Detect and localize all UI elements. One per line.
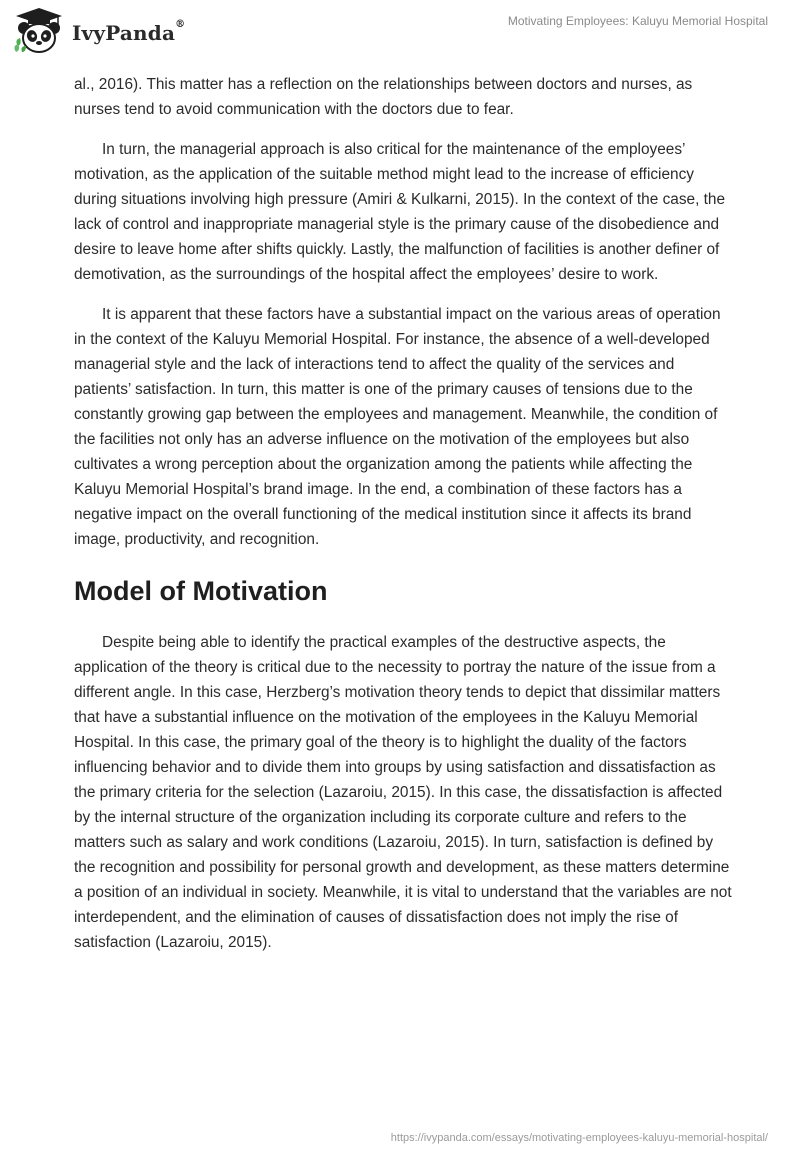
essay-content <box>74 72 734 970</box>
paragraph: In turn, the managerial approach is also critical for the maintenance of the employees’ motivation, as the application of the suitable method might lead to the increase of efficiency during situations involving high pressure (Amiri & Kulkarni, 2015). In the context of the case, the lack of control and inappropriate managerial style is the primary cause of the disobedience and desire to leave home after shifts quickly. Lastly, the malfunction of facilities is another definer of demotivation, as the surroundings of the hospital affect the employees’ desire to work. <box>74 141 726 283</box>
panda-graduate-icon <box>12 6 66 56</box>
section-heading: Model of Motivation <box>74 576 328 606</box>
paragraph: Despite being able to identify the practical examples of the destructive aspects, the application of the theory is critical due to the necessity to portray the nature of the issue from a different angle. In this case, Herzberg’s motivation theory tends to depict that dissimilar matters that have a substantial influence on the motivation of the employees in the Kaluyu Memorial Hospital. In this case, the primary goal of the theory is to highlight the duality of the factors influencing behavior and to divide them into groups by using satisfaction and dissatisfaction as the primary criteria for the selection (Lazaroiu, 2015). In this case, the dissatisfaction is affected by the internal structure of the organization including its corporate culture and refers to the matters such as salary and work conditions (Lazaroiu, 2015). In turn, satisfaction is defined by the recognition and possibility for personal growth and development, as these matters determine a position of an individual in society. Meanwhile, it is vital to understand that the variables are not interdependent, and the elimination of causes of dissatisfaction does not imply the rise of satisfaction (Lazaroiu, 2015). <box>74 634 732 951</box>
brand-name: IvyPanda® <box>72 19 186 45</box>
paragraph: al., 2016). This matter has a reflection on the relationships between doctors and nurses, as nurses tend to avoid communication with the doctors due to fear. <box>74 76 693 118</box>
page-header <box>0 0 800 62</box>
logo[interactable] <box>12 6 185 56</box>
registered-mark: ® <box>175 19 186 30</box>
paragraph: It is apparent that these factors have a substantial impact on the various areas of operation in the context of the Kaluyu Memorial Hospital. For instance, the absence of a well-developed managerial style and the lack of interactions tend to affect the quality of the services and patients’ satisfaction. In turn, this matter is one of the primary causes of tensions due to the constantly growing gap between the employees and management. Meanwhile, the condition of the facilities not only has an adverse influence on the motivation of the employees but also cultivates a wrong perception about the organization among the patients while affecting the Kaluyu Memorial Hospital’s brand image. In the end, a combination of these factors has a negative impact on the overall functioning of the medical institution since it affects its brand image, productivity, and recognition. <box>74 306 721 548</box>
source-url[interactable]: https://ivypanda.com/essays/motivating-employees-kaluyu-memorial-hospital/ <box>390 1132 768 1144</box>
document-title: Motivating Employees: Kaluyu Memorial Hospital <box>507 14 768 28</box>
